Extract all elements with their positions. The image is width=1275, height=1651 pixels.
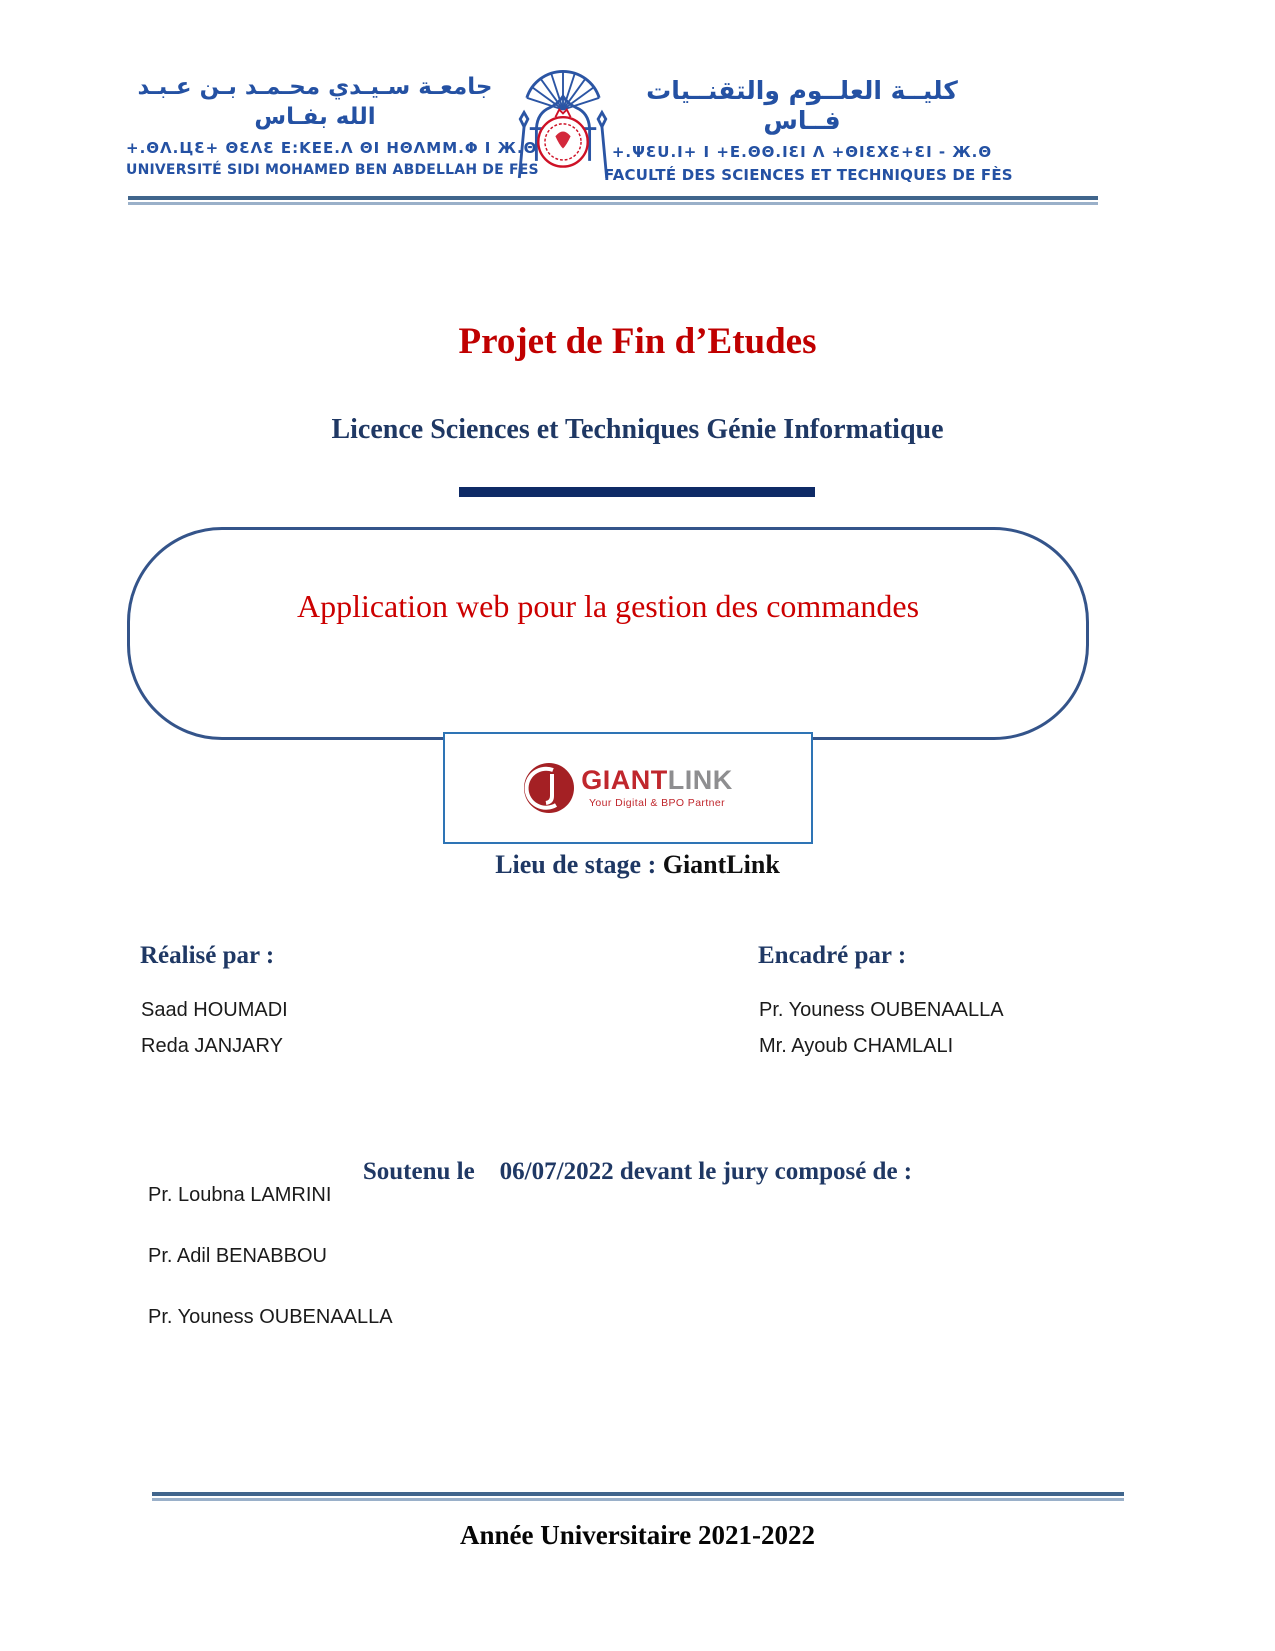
supervisors-list: [759, 992, 1004, 1064]
university-header-block: [126, 72, 539, 178]
internship-location-line: [0, 850, 1275, 880]
university-name-arabic: جامعـة سـيـدي محـمـد بـن عـبـد الله بفـاس: [137, 74, 493, 130]
jury-list: [148, 1184, 393, 1367]
internship-location-label: Lieu de stage :: [495, 850, 657, 879]
project-title: Application web pour la gestion des commandes: [296, 588, 920, 624]
footer-divider-line: [152, 1492, 1124, 1501]
supervisor-name: Mr. Ayoub CHAMLALI: [759, 1035, 954, 1057]
realise-par-label: Réalisé par :: [140, 942, 275, 969]
project-title-box: [127, 527, 1089, 740]
giantlink-wordmark-text: [581, 767, 733, 794]
faculty-header-block: [604, 76, 1013, 184]
logo-text-giant: GIANT: [581, 765, 668, 795]
company-logo-box: [443, 732, 813, 844]
author-name: Saad HOUMADI: [141, 999, 288, 1021]
authors-list: [141, 992, 288, 1064]
defense-date-line: Soutenu le 06/07/2022 devant le jury composé de :: [362, 1158, 913, 1185]
logo-tagline: Your Digital & BPO Partner: [588, 797, 726, 809]
subtitle-underline-bar: [459, 487, 815, 497]
internship-location-value: GiantLink: [662, 850, 780, 879]
academic-year: Année Universitaire 2021-2022: [460, 1520, 815, 1550]
logo-text-link: LINK: [667, 765, 733, 795]
jury-member: Pr. Adil BENABBOU: [148, 1245, 327, 1267]
header-divider-line: [128, 196, 1098, 205]
faculty-name-arabic: كليــة العلــوم والتقنــيات فــاس: [646, 76, 958, 135]
author-name: Reda JANJARY: [141, 1035, 283, 1057]
document-title: Projet de Fin d’Etudes: [458, 321, 817, 362]
giantlink-logo: [523, 762, 733, 814]
university-emblem-icon: [506, 54, 620, 188]
giantlink-wordmark: [581, 767, 733, 809]
degree-subtitle: Licence Sciences et Techniques Génie Informatique: [331, 414, 944, 445]
faculty-name-latin: FACULTÉ DES SCIENCES ET TECHNIQUES DE FÈS: [604, 166, 1013, 184]
university-name-tifinagh: +.ΘΛ.ЦƐ+ ΘƐΛƐ Ε:ΚΕΕ.Λ ΘΙ ΗΘΛΜΜ.Φ Ι Ж.Θ: [126, 139, 538, 157]
jury-member: Pr. Loubna LAMRINI: [148, 1184, 332, 1206]
encadre-par-label: Encadré par :: [758, 942, 907, 969]
supervisor-name: Pr. Youness OUBENAALLA: [759, 999, 1004, 1021]
jury-member: Pr. Youness OUBENAALLA: [148, 1306, 393, 1328]
giantlink-monogram-icon: [523, 762, 575, 814]
university-name-latin: UNIVERSITÉ SIDI MOHAMED BEN ABDELLAH DE FES: [126, 162, 539, 178]
faculty-name-tifinagh: +.ΨƐU.Ι+ Ι +Ε.ΘΘ.ΙƐΙ Λ +ΘΙƐΧƐ+ƐΙ - Ж.Θ: [611, 143, 993, 161]
